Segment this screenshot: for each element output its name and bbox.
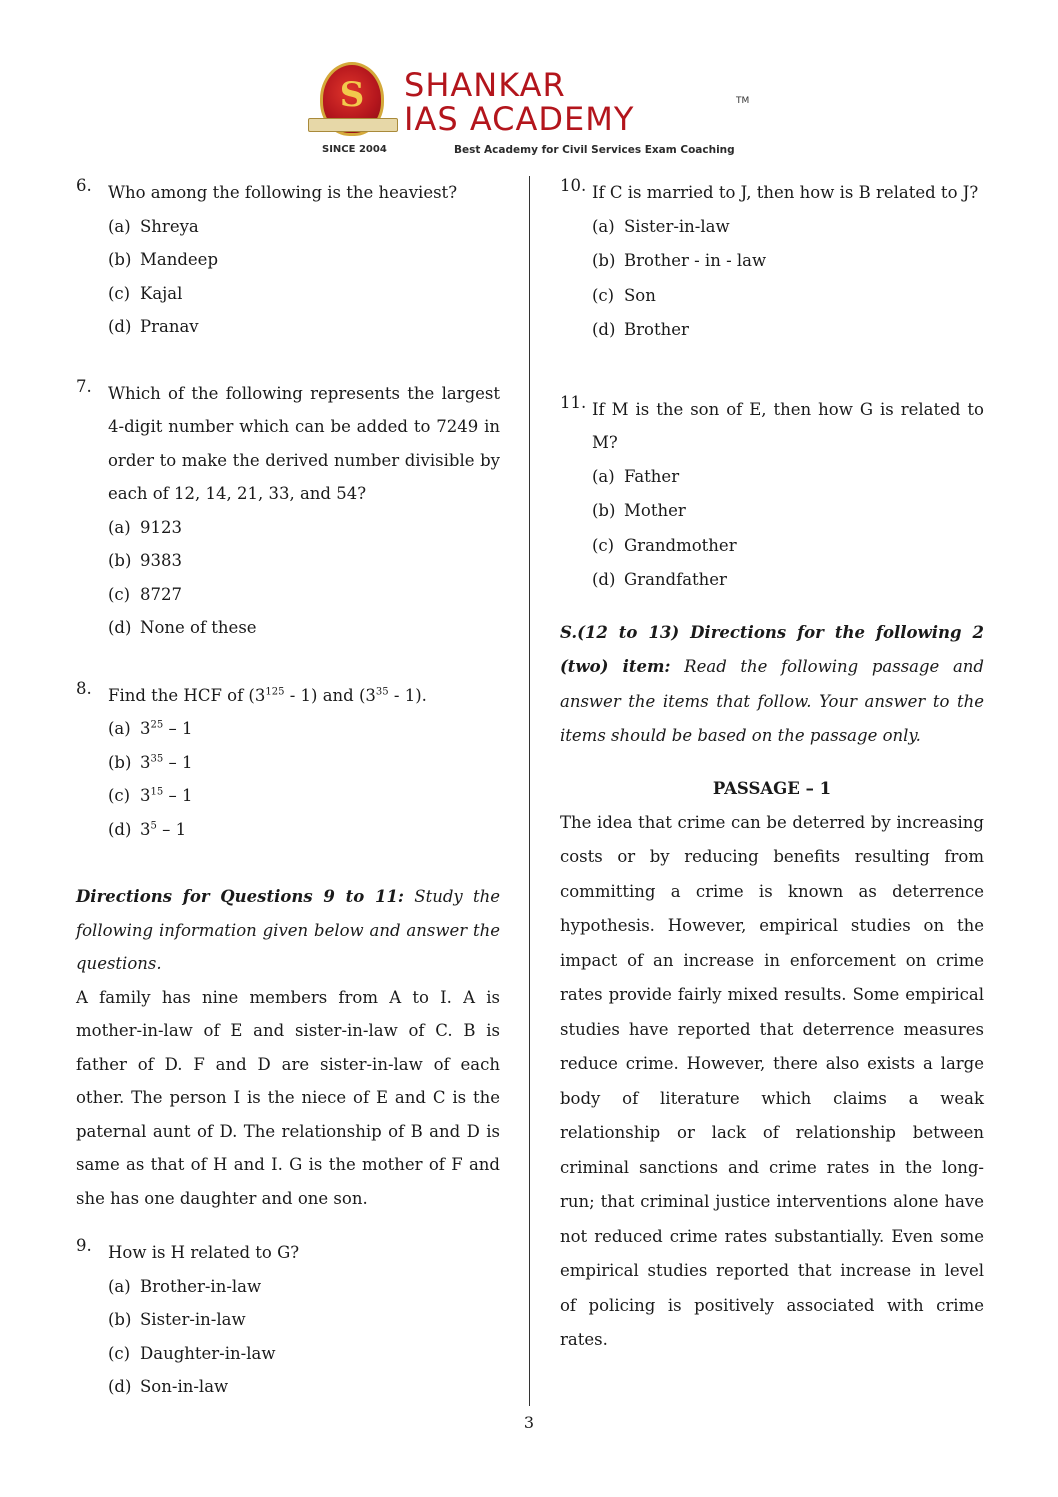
option-text: Mother (624, 501, 686, 520)
question-number: 6. (76, 176, 92, 195)
option-text: Father (624, 466, 680, 486)
option-a (592, 460, 984, 495)
option-b (108, 1303, 500, 1337)
option-label: (c) (108, 1343, 131, 1363)
option-text: Son (624, 285, 656, 305)
option-d (108, 813, 500, 847)
base: 3 (140, 752, 151, 772)
option-c (592, 529, 984, 564)
base: 3 (140, 719, 151, 738)
text-part: - 1) and (3 (284, 685, 376, 705)
option-label: (d) (592, 320, 616, 339)
option-label: (c) (108, 283, 131, 303)
question-11 (560, 393, 984, 460)
right-column (560, 176, 984, 1358)
question-text: Who among the following is the heaviest? (108, 183, 458, 202)
option-label: (d) (108, 618, 132, 637)
question-9 (76, 1236, 500, 1270)
exponent: 125 (265, 686, 285, 697)
directions-text: Study the following information given below and answer the questions. (76, 887, 500, 973)
question-8 (76, 679, 500, 713)
academy-logo (308, 60, 768, 160)
option-label: (a) (108, 517, 131, 537)
option-label: (c) (108, 584, 131, 604)
ribbon-decoration (308, 118, 398, 132)
directions-text: Read the following passage and answer the items that follow. Your answer to the items should be based on the passage only. (560, 657, 984, 745)
option-a (108, 712, 500, 746)
question-number: 10. (560, 176, 587, 195)
option-text: None of these (140, 618, 257, 637)
option-label: (b) (108, 752, 132, 772)
option-text: Pranav (140, 317, 199, 336)
exponent: 35 (375, 686, 389, 697)
option-c (108, 578, 500, 612)
directions-block (76, 880, 500, 981)
question-10 (560, 176, 984, 210)
exponent: 25 (150, 719, 164, 731)
option-a (108, 1270, 500, 1304)
option-label: (c) (592, 285, 615, 305)
base: 3 (140, 819, 151, 839)
option-text: 9383 (140, 551, 182, 570)
question-text: If M is the son of E, then how G is related to M? (592, 399, 984, 452)
option-b (108, 746, 500, 780)
text-part: - 1). (388, 685, 427, 705)
question-number: 9. (76, 1236, 92, 1255)
option-text: 8727 (140, 584, 182, 604)
option-label: (a) (592, 216, 615, 236)
option-c (592, 279, 984, 314)
brand-tagline: Best Academy for Civil Services Exam Coaching (454, 144, 735, 156)
option-label: (a) (108, 1276, 131, 1296)
option-d (592, 313, 984, 348)
family-info-paragraph: A family has nine members from A to I. A is mother-in-law of E and sister-in-law of C. B is father of D. F and D are sister-in-law of each other. The person I is the niece of E and C is the paternal aunt of D. The relationship of B and D is same as that of H and I. G is the mother of F and she has one daughter and one son. (76, 987, 500, 1208)
option-a (108, 511, 500, 545)
option-d (108, 310, 500, 344)
rest: – 1 (156, 819, 187, 839)
option-text: Brother - in - law (624, 251, 767, 270)
since-label: SINCE 2004 (322, 144, 387, 155)
question-7 (76, 377, 500, 511)
passage-text: The idea that crime can be deterred by increasing costs or by reducing benefits resulting from committing a crime is known as deterrence hypothesis. However, empirical studies on the impact of an increase in enforcement on crime rates provide fairly mixed results. Some empirical studies have reported that deterrence measures reduce crime. However, there also exists a large body of literature which claims a weak relationship or lack of relationship between criminal sanctions and crime rates in the long-run; that criminal justice interventions alone have not reduced crime rates substantially. Even some empirical studies reported that increase in level of policing is positively associated with crime rates. (560, 812, 984, 1349)
base: 3 (140, 786, 151, 805)
option-d (592, 563, 984, 598)
option-text (140, 813, 500, 847)
option-text: Grandmother (624, 535, 737, 555)
question-text: Which of the following represents the largest 4-digit number which can be added to 7249 in order to make the derived number divisible by each of 12, 14, 21, 33, and 54? (108, 383, 500, 503)
option-a (592, 210, 984, 245)
option-text: Kajal (140, 283, 183, 303)
option-label: (b) (108, 250, 132, 269)
option-b (592, 494, 984, 529)
option-b (108, 544, 500, 578)
page-number: 3 (523, 1413, 535, 1432)
exponent: 15 (150, 786, 164, 798)
option-text (140, 746, 500, 780)
exponent: 5 (150, 820, 157, 831)
passage-directions (560, 616, 984, 754)
option-label: (c) (108, 786, 131, 805)
brand-name-line1: SHANKAR (404, 66, 566, 104)
question-number: 7. (76, 376, 92, 396)
passage-title: PASSAGE – 1 (712, 778, 832, 798)
option-text (140, 779, 500, 813)
left-column (76, 176, 500, 1404)
question-6 (76, 176, 500, 210)
directions-heading: S.(12 to 13) Directions for the following 2 (two) item: (560, 622, 984, 676)
option-label: (b) (592, 501, 616, 520)
option-label: (d) (108, 317, 132, 336)
option-c (108, 1337, 500, 1371)
text-part: Find the HCF of (3 (108, 685, 266, 705)
option-d (108, 1370, 500, 1404)
option-label: (a) (108, 719, 131, 738)
option-text: Shreya (140, 216, 199, 236)
question-text: How is H related to G? (108, 1243, 300, 1262)
rest: – 1 (163, 752, 193, 772)
option-a (108, 210, 500, 244)
exponent: 35 (150, 753, 164, 764)
option-c (108, 277, 500, 311)
option-text: Daughter-in-law (140, 1343, 276, 1363)
option-label: (d) (108, 819, 132, 839)
option-b (108, 243, 500, 277)
seal-letter: S (339, 75, 365, 115)
option-label: (d) (592, 570, 616, 589)
option-label: (d) (108, 1377, 132, 1396)
question-text: If C is married to J, then how is B related to J? (592, 183, 979, 202)
option-text: Sister-in-law (140, 1310, 246, 1329)
directions-heading: Directions for Questions 9 to 11: (76, 887, 405, 906)
question-number: 11. (560, 392, 587, 412)
option-label: (b) (108, 1310, 132, 1329)
option-d (108, 611, 500, 645)
rest: – 1 (163, 786, 193, 805)
rest: – 1 (163, 719, 193, 738)
option-text: Grandfather (624, 570, 727, 589)
option-label: (b) (592, 251, 616, 270)
option-text: Mandeep (140, 250, 219, 269)
question-text (108, 679, 500, 713)
option-label: (a) (592, 466, 615, 486)
option-text: Brother-in-law (140, 1276, 262, 1296)
option-label: (a) (108, 216, 131, 236)
option-text: Son-in-law (140, 1377, 229, 1396)
option-c (108, 779, 500, 813)
option-text (140, 712, 500, 746)
option-b (592, 244, 984, 279)
option-label: (c) (592, 535, 615, 555)
option-label: (b) (108, 551, 132, 570)
option-text: Sister-in-law (624, 216, 730, 236)
brand-name-line2: IAS ACADEMY (404, 100, 635, 138)
column-divider (529, 176, 530, 1406)
question-number: 8. (76, 678, 92, 698)
option-text: Brother (624, 320, 689, 339)
trademark-mark: TM (736, 96, 750, 106)
option-text: 9123 (140, 517, 182, 537)
